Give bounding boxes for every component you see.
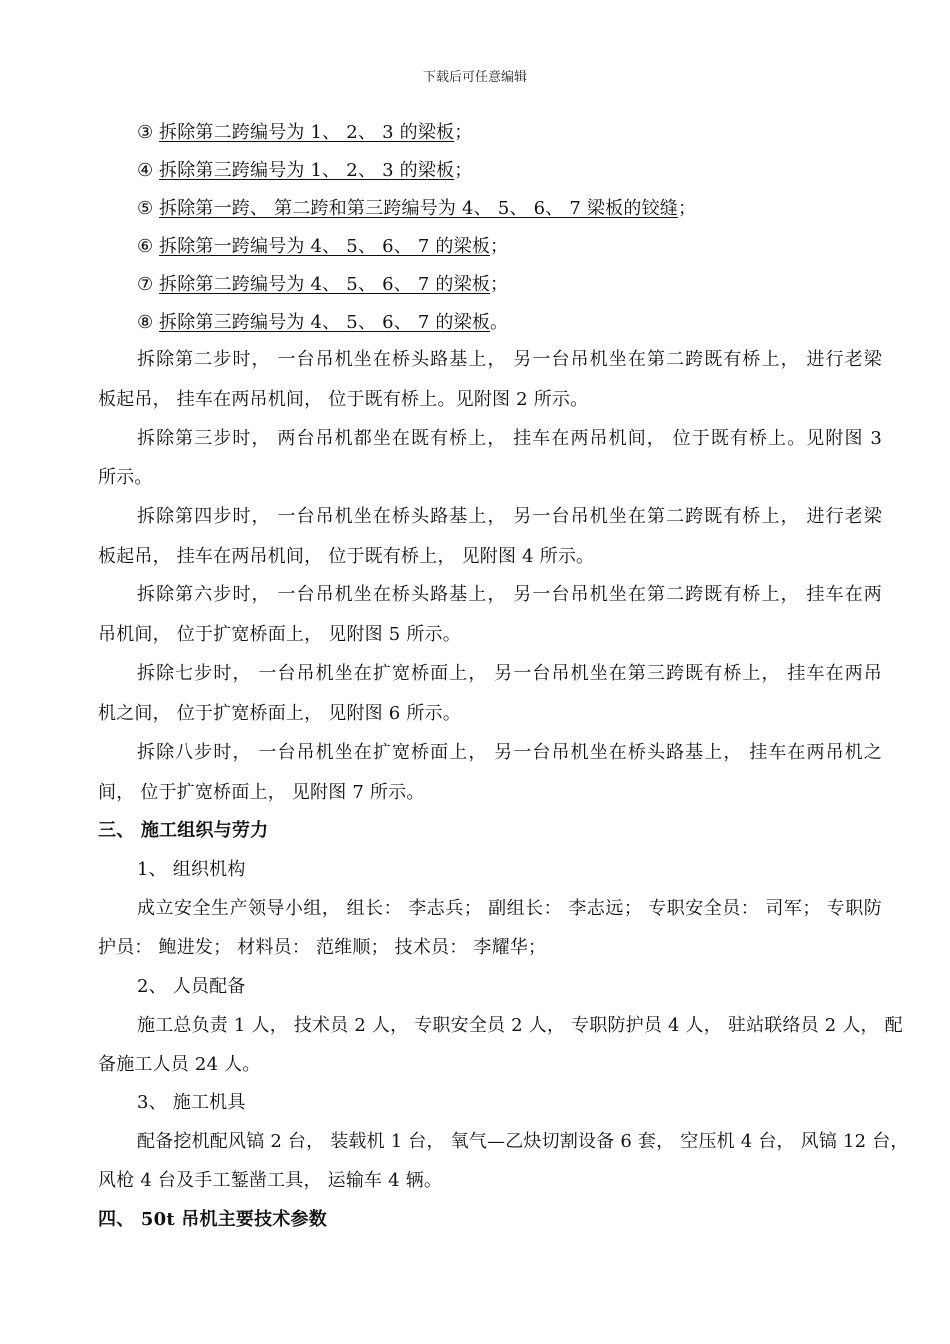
paragraph-line: 拆除第三步时， 两台吊机都坐在既有桥上， 挂车在两吊机间， 位于既有桥上。见附图 3 [137, 428, 882, 449]
step-text: 拆除第二跨编号为 4、 5、 6、 7 的梁板 [159, 274, 491, 295]
step-number: ⑥ [137, 236, 154, 257]
section-heading: 三、 施工组织与劳力 [98, 820, 269, 841]
paragraph-line: 所示。 [98, 467, 153, 488]
step-text: 拆除第一跨、 第二跨和第三跨编号为 4、 5、 6、 7 梁板的铰缝 [159, 198, 678, 219]
step-text: 拆除第一跨编号为 4、 5、 6、 7 的梁板 [159, 236, 491, 257]
paragraph-line: 成立安全生产领导小组， 组长： 李志兵； 副组长： 李志远； 专职安全员： 司军； 专职防 [137, 898, 882, 919]
step-text: 拆除第三跨编号为 1、 2、 3 的梁板 [159, 160, 455, 181]
step-punct: ； [454, 160, 473, 181]
paragraph-line: 配备挖机配风镐 2 台， 装载机 1 台， 氧气—乙炔切割设备 6 套， 空压机 4 台， 风镐 12 台， [137, 1131, 909, 1152]
step-punct: ； [677, 198, 697, 219]
step-punct: ； [490, 236, 509, 257]
subsection-heading: 1、 组织机构 [137, 859, 246, 880]
step-number: ④ [137, 160, 154, 181]
step-number: ⑦ [137, 274, 154, 295]
step-number: ③ [137, 122, 154, 143]
paragraph-line: 施工总负责 1 人， 技术员 2 人， 专职安全员 2 人， 专职防护员 4 人， 驻站联络员 2 人， 配 [137, 1015, 903, 1036]
paragraph-line: 拆除第四步时， 一台吊机坐在桥头路基上， 另一台吊机坐在第二跨既有桥上， 进行老梁 [137, 506, 882, 527]
step-text: 拆除第三跨编号为 4、 5、 6、 7 的梁板 [159, 312, 491, 333]
paragraph-line: 护员： 鲍进发； 材料员： 范维顺； 技术员： 李耀华； [98, 937, 547, 958]
step-number: ⑧ [137, 312, 154, 333]
paragraph-line: 备施工人员 24 人。 [98, 1054, 261, 1075]
step-item [137, 310, 882, 336]
step-number: ⑤ [137, 198, 154, 219]
paragraph-line: 拆除八步时， 一台吊机坐在扩宽桥面上， 另一台吊机坐在桥头路基上， 挂车在两吊机之 [137, 742, 882, 763]
step-item [137, 272, 882, 298]
section-heading: 四、 50t 吊机主要技术参数 [98, 1209, 327, 1230]
step-punct: ； [454, 122, 473, 143]
subsection-heading: 3、 施工机具 [137, 1092, 246, 1113]
step-punct: ； [490, 274, 509, 295]
page-header: 下载后可任意编辑 [422, 70, 527, 85]
paragraph-line: 拆除第二步时， 一台吊机坐在桥头路基上， 另一台吊机坐在第二跨既有桥上， 进行老梁 [137, 349, 882, 370]
paragraph-line: 机之间， 位于扩宽桥面上， 见附图 6 所示。 [98, 703, 461, 724]
paragraph-line: 拆除七步时， 一台吊机坐在扩宽桥面上， 另一台吊机坐在第三跨既有桥上， 挂车在两吊 [137, 663, 882, 684]
subsection-heading: 2、 人员配备 [137, 976, 246, 997]
paragraph-line: 风枪 4 台及手工錾凿工具， 运输车 4 辆。 [98, 1170, 443, 1191]
step-item [137, 234, 882, 260]
paragraph-line: 板起吊， 挂车在两吊机间， 位于既有桥上。见附图 2 所示。 [98, 389, 589, 410]
step-punct: 。 [490, 312, 509, 333]
paragraph-line: 拆除第六步时， 一台吊机坐在桥头路基上， 另一台吊机坐在第二跨既有桥上， 挂车在两 [137, 584, 882, 605]
step-item [137, 158, 882, 184]
paragraph-line: 间， 位于扩宽桥面上， 见附图 7 所示。 [98, 782, 425, 803]
step-item [137, 196, 882, 222]
step-text: 拆除第二跨编号为 1、 2、 3 的梁板 [159, 122, 455, 143]
paragraph-line: 板起吊， 挂车在两吊机间， 位于既有桥上， 见附图 4 所示。 [98, 546, 595, 567]
step-item [137, 120, 882, 146]
paragraph-line: 吊机间， 位于扩宽桥面上， 见附图 5 所示。 [98, 624, 461, 645]
